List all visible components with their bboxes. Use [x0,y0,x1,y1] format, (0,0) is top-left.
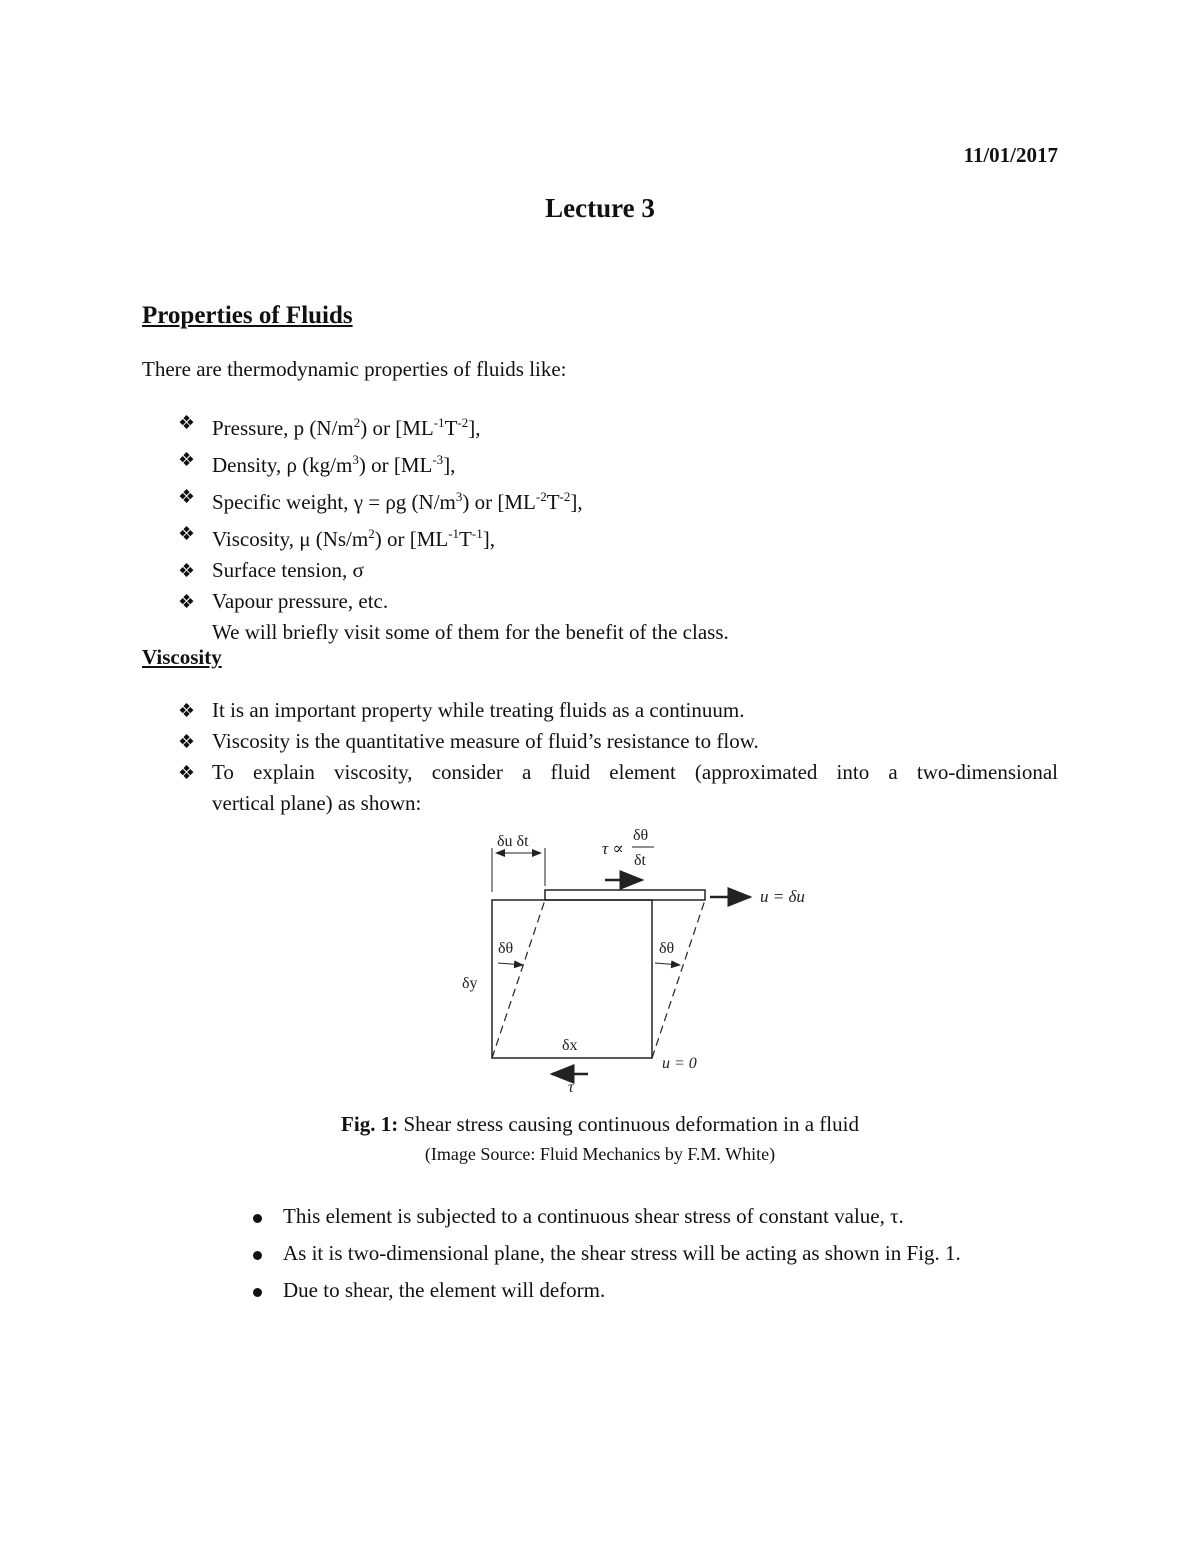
moving-plate [545,890,705,900]
unit-exponent: -2 [457,415,469,430]
property-text: ], [482,527,495,551]
viscosity-point [178,726,1058,757]
angle-arrow [498,963,523,965]
label-dtheta-left: δθ [498,940,514,957]
bullet-text: Due to shear, the element will deform. [283,1278,606,1302]
diamond-bullet-icon: ❖ [178,524,196,545]
caption-label: Fig. 1: [341,1112,399,1136]
lecture-date: 11/01/2017 [963,143,1058,167]
intro-paragraph: There are thermodynamic properties of fluids like: [142,357,567,381]
property-text: ], [570,490,583,514]
unit-exponent: 3 [455,489,463,504]
property-text: Vapour pressure, etc. [212,589,389,613]
label-u-top: u = δu [760,887,805,906]
shear-bullets [250,1204,1070,1315]
label-dtheta-right: δθ [659,940,675,957]
property-text: ) or [ML [360,416,434,440]
section-heading-properties: Properties of Fluids [142,302,353,329]
bullet-text: This element is subjected to a continuous shear stress of constant value, τ. [283,1204,904,1228]
lecture-title: Lecture 3 [545,193,655,223]
list-item [250,1241,1070,1266]
diamond-bullet-icon: ❖ [178,561,196,582]
label-du-dt: δu δt [497,833,529,850]
properties-list [178,407,1058,648]
diamond-bullet-icon: ❖ [178,413,196,434]
unit-exponent: -1 [448,526,460,541]
properties-note [178,617,1058,648]
viscosity-point-text: vertical plane) as shown: [212,791,422,815]
shear-deformation-figure [440,820,840,1100]
diamond-bullet-icon: ❖ [178,592,196,613]
caption-text: Shear stress causing continuous deformation in a fluid [398,1112,859,1136]
note-text: We will briefly visit some of them for the benefit of the class. [212,620,729,644]
unit-exponent: 2 [353,415,361,430]
figure-caption [0,1112,1200,1137]
property-text: T [546,490,560,514]
unit-exponent: -1 [471,526,483,541]
bullet-dot-icon [253,1214,262,1223]
viscosity-point-text: It is an important property while treating fluids as a continuum. [212,698,745,722]
label-tau: τ [568,1079,574,1096]
label-u-bottom: u = 0 [662,1055,697,1072]
deformed-edge-right [652,900,705,1058]
label-tau-proportional: τ ∝ [602,839,624,858]
viscosity-point-text: Viscosity is the quantitative measure of fluid’s resistance to flow. [212,729,759,753]
diamond-bullet-icon: ❖ [178,487,196,508]
property-item-surface-tension [178,555,1058,586]
property-item-density [178,444,1058,481]
property-item-vapour-pressure [178,586,1058,617]
unit-exponent: -1 [433,415,445,430]
property-text: T [459,527,472,551]
bullet-text: As it is two-dimensional plane, the shear stress will be acting as shown in Fig. 1. [283,1241,961,1265]
unit-exponent: 3 [352,452,359,467]
property-text: Specific weight, γ = ρg (N/m [212,490,456,514]
angle-arrow [655,963,680,965]
property-item-pressure [178,407,1058,444]
diamond-bullet-icon: ❖ [178,763,196,784]
viscosity-point [178,757,1058,819]
section-heading-viscosity: Viscosity [142,645,222,669]
unit-exponent: 2 [368,526,375,541]
unit-exponent: -2 [535,489,547,504]
property-text: ], [443,453,456,477]
unit-exponent: -2 [559,489,571,504]
label-dx: δx [562,1037,578,1054]
diamond-bullet-icon: ❖ [178,450,196,471]
deformed-edge-left [492,900,545,1058]
label-dy: δy [462,975,478,992]
property-text: Pressure, p (N/m [212,416,354,440]
viscosity-point [178,695,1058,726]
property-text: Viscosity, μ (Ns/m [212,527,369,551]
property-item-viscosity [178,518,1058,555]
property-text: T [444,416,458,440]
viscosity-point-text: To explain viscosity, consider a fluid element (approximated into a two-dimensional [212,760,1058,784]
list-item [250,1204,1070,1229]
image-source: (Image Source: Fluid Mechanics by F.M. White) [424,1144,776,1164]
bullet-dot-icon [253,1288,262,1297]
unit-exponent: -3 [432,452,444,467]
property-text: ) or [ML [462,490,536,514]
list-item [250,1278,1070,1303]
property-text: ], [468,416,481,440]
viscosity-list [178,695,1058,819]
diamond-bullet-icon: ❖ [178,701,196,722]
property-text: Density, ρ (kg/m [212,453,353,477]
property-item-specific-weight [178,481,1058,518]
property-text: Surface tension, σ [212,558,364,582]
label-dtheta-numerator: δθ [633,827,649,844]
diamond-bullet-icon: ❖ [178,732,196,753]
label-dt-denominator: δt [634,852,646,869]
property-text: ) or [ML [374,527,449,551]
fluid-element [492,900,652,1058]
property-text: ) or [ML [358,453,433,477]
bullet-dot-icon [253,1251,262,1260]
